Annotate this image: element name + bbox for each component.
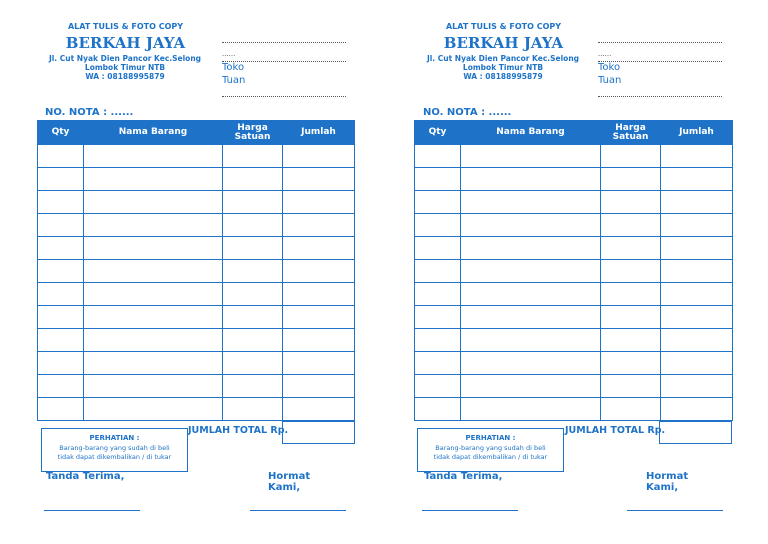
tuan-label: Tuan — [598, 75, 622, 86]
col-qty: Qty — [415, 121, 461, 145]
date-line[interactable] — [222, 42, 346, 43]
date-dots: ...... — [222, 50, 236, 58]
notice-line-2: tidak dapat dikembalikan / di tukar — [57, 453, 172, 461]
col-harga-satuan: Harga Satuan — [601, 121, 661, 145]
shop-phone: WA : 08188995879 — [85, 72, 165, 81]
notice-line-2: tidak dapat dikembalikan / di tukar — [433, 453, 548, 461]
toko-label: Toko — [598, 62, 621, 73]
table-row[interactable] — [38, 398, 355, 421]
table-row[interactable] — [38, 214, 355, 237]
shop-phone: WA : 08188995879 — [463, 72, 543, 81]
table-row[interactable] — [415, 145, 733, 168]
col-nama-barang: Nama Barang — [84, 121, 223, 145]
shop-name: BERKAH JAYA — [65, 34, 186, 52]
shop-address-1: Jl. Cut Nyak Dien Pancor Kec.Selong — [426, 54, 580, 63]
table-row[interactable] — [38, 375, 355, 398]
shop-type: ALAT TULIS & FOTO COPY — [445, 22, 562, 31]
table-row[interactable] — [415, 352, 733, 375]
sender-signature-line[interactable] — [250, 510, 346, 511]
notice-line-1: Barang-barang yang sudah di beli — [435, 444, 546, 452]
receiver-label: Tanda Terima, — [424, 471, 503, 482]
shop-address-2: Lombok Timur NTB — [84, 63, 166, 72]
table-row[interactable] — [38, 260, 355, 283]
table-row[interactable] — [38, 329, 355, 352]
table-row[interactable] — [415, 214, 733, 237]
col-harga-satuan: Harga Satuan — [223, 121, 283, 145]
notice-title: PERHATIAN : — [89, 434, 140, 442]
toko-label: Toko — [222, 62, 245, 73]
shop-address-2: Lombok Timur NTB — [462, 63, 544, 72]
nota-number: NO. NOTA : ...... — [45, 107, 134, 118]
notice-line-1: Barang-barang yang sudah di beli — [59, 444, 170, 452]
shop-name: BERKAH JAYA — [443, 34, 564, 52]
tuan-line[interactable] — [598, 96, 722, 97]
table-header — [38, 121, 355, 145]
table-row[interactable] — [415, 168, 733, 191]
nota-number: NO. NOTA : ...... — [423, 107, 512, 118]
items-table — [37, 120, 355, 421]
table-header — [415, 121, 733, 145]
notice-title: PERHATIAN : — [465, 434, 516, 442]
notice-box — [41, 428, 188, 472]
table-row[interactable] — [415, 329, 733, 352]
table-row[interactable] — [415, 398, 733, 421]
receiver-signature-line[interactable] — [422, 510, 518, 511]
total-box[interactable] — [282, 421, 355, 444]
col-nama-barang: Nama Barang — [461, 121, 601, 145]
tuan-line[interactable] — [222, 96, 346, 97]
table-row[interactable] — [38, 306, 355, 329]
table-row[interactable] — [38, 352, 355, 375]
table-row[interactable] — [38, 168, 355, 191]
shop-type: ALAT TULIS & FOTO COPY — [67, 22, 184, 31]
table-row[interactable] — [415, 191, 733, 214]
sender-label: Hormat Kami, — [268, 471, 311, 493]
col-jumlah: Jumlah — [283, 121, 355, 145]
col-qty: Qty — [38, 121, 84, 145]
items-table — [414, 120, 733, 421]
table-row[interactable] — [415, 237, 733, 260]
total-label: JUMLAH TOTAL Rp. — [188, 425, 289, 436]
date-dots: ...... — [598, 50, 612, 58]
table-row[interactable] — [38, 145, 355, 168]
table-row[interactable] — [415, 260, 733, 283]
table-row[interactable] — [415, 306, 733, 329]
nota-left — [0, 0, 336, 544]
table-row[interactable] — [415, 375, 733, 398]
tuan-label: Tuan — [222, 75, 246, 86]
notice-box — [417, 428, 564, 472]
col-jumlah: Jumlah — [661, 121, 733, 145]
receiver-label: Tanda Terima, — [46, 471, 125, 482]
total-label: JUMLAH TOTAL Rp. — [565, 425, 666, 436]
table-row[interactable] — [38, 283, 355, 306]
date-line[interactable] — [598, 42, 722, 43]
nota-right — [378, 0, 714, 544]
sender-label: Hormat Kami, — [646, 471, 689, 493]
table-row[interactable] — [38, 191, 355, 214]
table-row[interactable] — [38, 237, 355, 260]
total-box[interactable] — [659, 421, 732, 444]
receiver-signature-line[interactable] — [44, 510, 140, 511]
shop-address-1: Jl. Cut Nyak Dien Pancor Kec.Selong — [48, 54, 202, 63]
sender-signature-line[interactable] — [627, 510, 723, 511]
table-row[interactable] — [415, 283, 733, 306]
